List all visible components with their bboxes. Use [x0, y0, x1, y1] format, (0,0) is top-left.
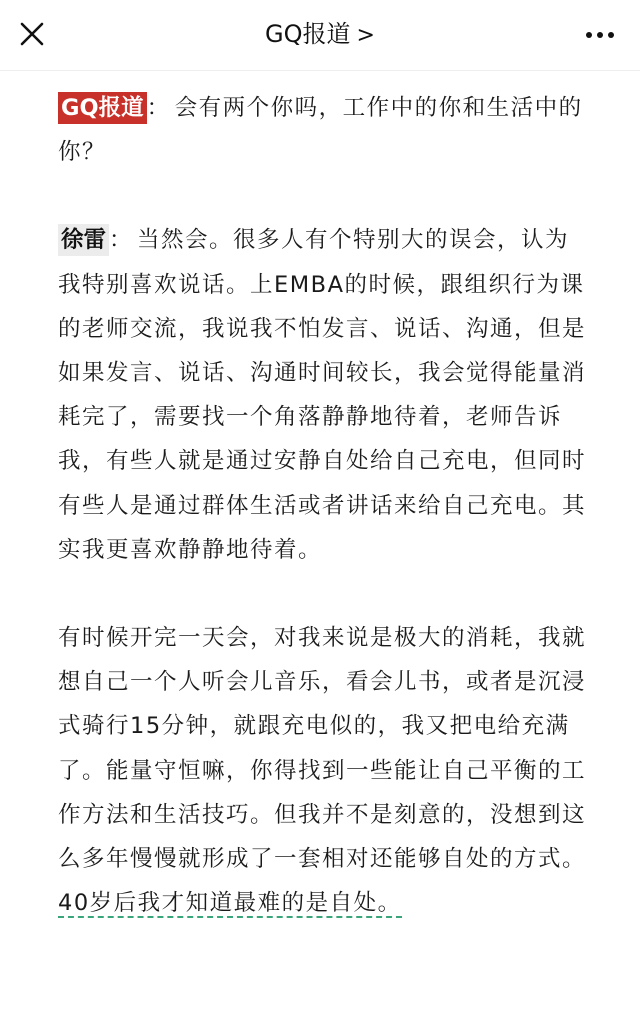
answer-paragraph-2 [58, 616, 588, 925]
account-title-link[interactable] [0, 18, 640, 52]
question-text: 会有两个你吗，工作中的你和生活中的你？ [58, 95, 583, 166]
answer-text: 当然会。很多人有个特别大的误会，认为我特别喜欢说话。上EMBA的时候，跟组织行为课的老师交流，我说我不怕发言、说话、沟通，但是如果发言、说话、沟通时间较长，我会觉得能量消耗完了，需要找一个角落静静地待着，老师告诉我，有些人就是通过安静自处给自己充电，但同时有些人是通过群体生活或者讲话来给自己充电。其实我更喜欢静静地待着。 [58, 227, 587, 563]
article-body [58, 86, 588, 969]
speaker-tag-xu: 徐雷 [58, 224, 109, 256]
highlighted-quote: 40岁后我才知道最难的是自处。 [58, 890, 402, 917]
top-nav-bar [0, 0, 640, 71]
answer-paragraph: 徐雷 ： 当然会。很多人有个特别大的误会，认为我特别喜欢说话。上EMBA的时候，跟组织行为课的老师交流，我说我不怕发言、说话、沟通，但是如果发言、说话、沟通时间较长，我会觉得能量消耗完了，需要找一个角落静静地待着，老师告诉我，有些人就是通过安静自处给自己充电，但同时有些人是通过群体生活或者讲话来给自己充电。其实我更喜欢静静地待着。 [58, 218, 588, 572]
account-title: GQ报道 [265, 20, 351, 48]
chevron-right-icon: > [356, 23, 375, 48]
more-dots-icon [580, 20, 620, 50]
more-options-button[interactable] [580, 20, 620, 50]
answer-text-2: 有时候开完一天会，对我来说是极大的消耗，我就想自己一个人听会儿音乐，看会儿书，或者是沉浸式骑行15分钟，就跟充电似的，我又把电给充满了。能量守恒嘛，你得找到一些能让自己平衡的工作方法和生活技巧。但我并不是刻意的，没想到这么多年慢慢就形成了一套相对还能够自处的方式。 [58, 625, 587, 873]
speaker-tag-gq: GQ报道 [58, 92, 147, 124]
question-paragraph: GQ报道 ： 会有两个你吗，工作中的你和生活中的你？ [58, 86, 588, 174]
